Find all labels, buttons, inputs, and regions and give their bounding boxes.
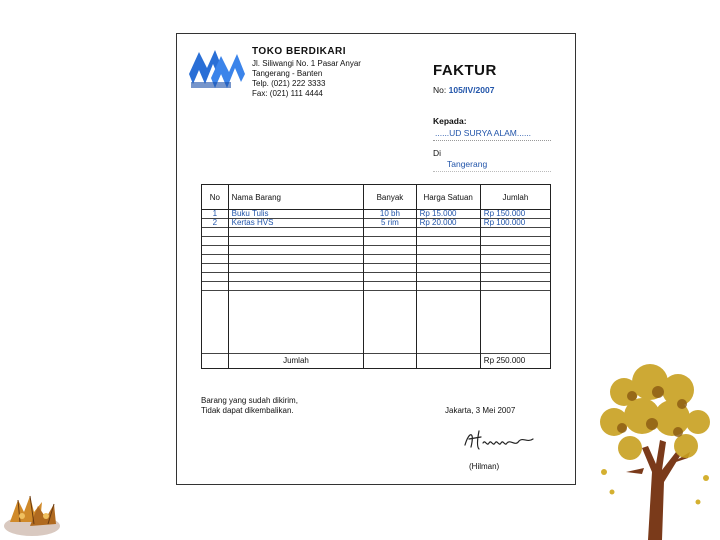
recipient-di-label: Di: [433, 148, 442, 158]
invoice-title: FAKTUR: [433, 62, 497, 79]
store-phone: Telp. (021) 222 3333: [252, 79, 326, 88]
table-header-row: [202, 185, 551, 210]
recipient-name: ......UD SURYA ALAM......: [435, 128, 532, 138]
signer-name: (Hilman): [469, 462, 500, 471]
table-row-empty: [202, 246, 551, 255]
total-label: Jumlah: [228, 354, 364, 369]
invoice-number-value: 105/IV/2007: [448, 85, 495, 95]
header-harga-satuan: Harga Satuan: [416, 185, 480, 210]
store-name: TOKO BERDIKARI: [252, 46, 347, 57]
cell-nama: Buku Tulis: [228, 210, 364, 219]
table-row: [202, 219, 551, 228]
dotted-line: [433, 140, 551, 141]
note-line-2: Tidak dapat dikembalikan.: [201, 406, 294, 415]
cell-no: 2: [202, 219, 229, 228]
cell-harga: Rp 15.000: [416, 210, 480, 219]
invoice-number-label: No:: [433, 85, 447, 95]
recipient-label: Kepada:: [433, 116, 467, 126]
table-row-empty: [202, 228, 551, 237]
cell-nama: Kertas HVS: [228, 219, 364, 228]
cell-banyak: 5 rim: [364, 219, 416, 228]
header-nama-barang: Nama Barang: [228, 185, 364, 210]
store-logo: [185, 44, 257, 96]
cell-harga: Rp 20.000: [416, 219, 480, 228]
cell-banyak: 10 bh: [364, 210, 416, 219]
dotted-line: [433, 171, 551, 172]
table-row-empty: [202, 237, 551, 246]
table-row-empty: [202, 273, 551, 282]
header-banyak: Banyak: [364, 185, 416, 210]
items-table: [201, 184, 551, 369]
header-jumlah: Jumlah: [480, 185, 550, 210]
return-policy-note: [201, 396, 298, 416]
recipient-city: Tangerang: [447, 159, 488, 169]
autumn-tree-illustration: [586, 352, 720, 540]
invoice-date: Jakarta, 3 Mei 2007: [445, 406, 516, 415]
total-value: Rp 250.000: [480, 354, 550, 369]
autumn-leaves-illustration: [0, 482, 64, 540]
cell-jumlah: Rp 100.000: [480, 219, 550, 228]
cell-no: 1: [202, 210, 229, 219]
table-row-empty: [202, 282, 551, 291]
table-row-empty: [202, 291, 551, 354]
store-address: Jl. Siliwangi No. 1 Pasar Anyar: [252, 59, 361, 68]
store-city: Tangerang - Banten: [252, 69, 323, 78]
table-row-empty: [202, 255, 551, 264]
header-no: No: [202, 185, 229, 210]
table-row-empty: [202, 264, 551, 273]
invoice-number: [433, 85, 494, 95]
cell-jumlah: Rp 150.000: [480, 210, 550, 219]
table-total-row: [202, 354, 551, 369]
invoice-document: [176, 33, 576, 485]
store-fax: Fax: (021) 111 4444: [252, 89, 323, 98]
note-line-1: Barang yang sudah dikirim,: [201, 396, 298, 405]
signature: [459, 427, 539, 455]
